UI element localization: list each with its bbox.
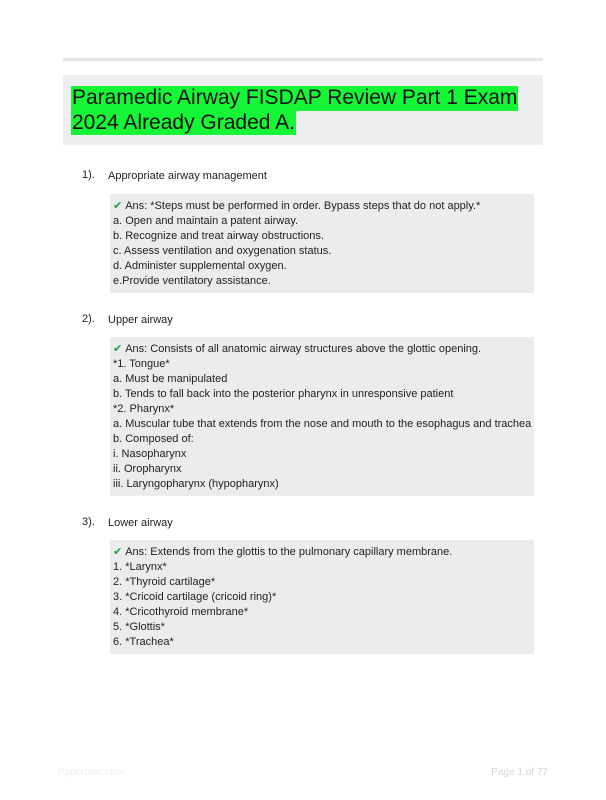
answer-line: e.Provide ventilatory assistance. <box>113 275 271 287</box>
question-prompt: Upper airway <box>108 314 173 326</box>
answer-line: b. Tends to fall back into the posterior pharynx in unresponsive patient <box>113 388 454 400</box>
answer-line: ii. Oropharynx <box>113 463 182 475</box>
answer-line: i. Nasopharynx <box>113 448 187 460</box>
answer-line: a. Muscular tube that extends from the nose and mouth to the esophagus and trachea <box>113 418 532 430</box>
answer-line: b. Composed of: <box>113 433 194 445</box>
question-prompt: Lower airway <box>108 517 173 529</box>
answer-line: *2. Pharynx* <box>113 403 175 415</box>
answer-line: *1. Tongue* <box>113 358 170 370</box>
answer-line: 1. *Larynx* <box>113 561 167 573</box>
page-indicator: Page 1 of 77 <box>491 767 548 778</box>
check-icon: ✔ <box>113 200 123 212</box>
answer-line: iii. Laryngopharynx (hypopharynx) <box>113 478 279 490</box>
answer-line: 5. *Glottis* <box>113 621 165 633</box>
answer-line: ✔ Ans: Consists of all anatomic airway structures above the glottic opening. <box>113 343 482 355</box>
question-number: 2). <box>82 313 95 325</box>
watermark-text: Papertstic.com <box>58 767 125 778</box>
answer-line: 3. *Cricoid cartilage (cricoid ring)* <box>113 591 277 603</box>
title-line: Paramedic Airway FISDAP Review Part 1 Exam <box>72 86 518 109</box>
answer-line: a. Must be manipulated <box>113 373 228 385</box>
answer-line: a. Open and maintain a patent airway. <box>113 215 299 227</box>
answer-line: 2. *Thyroid cartilage* <box>113 576 216 588</box>
answer-line: b. Recognize and treat airway obstructions. <box>113 230 324 242</box>
answer-box <box>110 337 534 496</box>
answer-box <box>110 540 534 654</box>
check-icon: ✔ <box>113 546 123 558</box>
title-line: 2024 Already Graded A. <box>72 110 295 134</box>
answer-line: 4. *Cricothyroid membrane* <box>113 606 249 618</box>
title-banner <box>63 75 543 145</box>
question-prompt: Appropriate airway management <box>108 170 267 182</box>
check-icon: ✔ <box>113 343 123 355</box>
question-number: 1). <box>82 169 95 181</box>
answer-line: c. Assess ventilation and oxygenation status. <box>113 245 332 257</box>
answer-line: 6. *Trachea* <box>113 636 174 648</box>
top-divider <box>63 58 543 61</box>
answer-line: ✔ Ans: Extends from the glottis to the pulmonary capillary membrane. <box>113 546 453 558</box>
answer-box <box>110 194 534 293</box>
question-number: 3). <box>82 516 95 528</box>
answer-line: ✔ Ans: *Steps must be performed in order. Bypass steps that do not apply.* <box>113 200 481 212</box>
document-title <box>71 86 543 135</box>
answer-line: d. Administer supplemental oxygen. <box>113 260 287 272</box>
